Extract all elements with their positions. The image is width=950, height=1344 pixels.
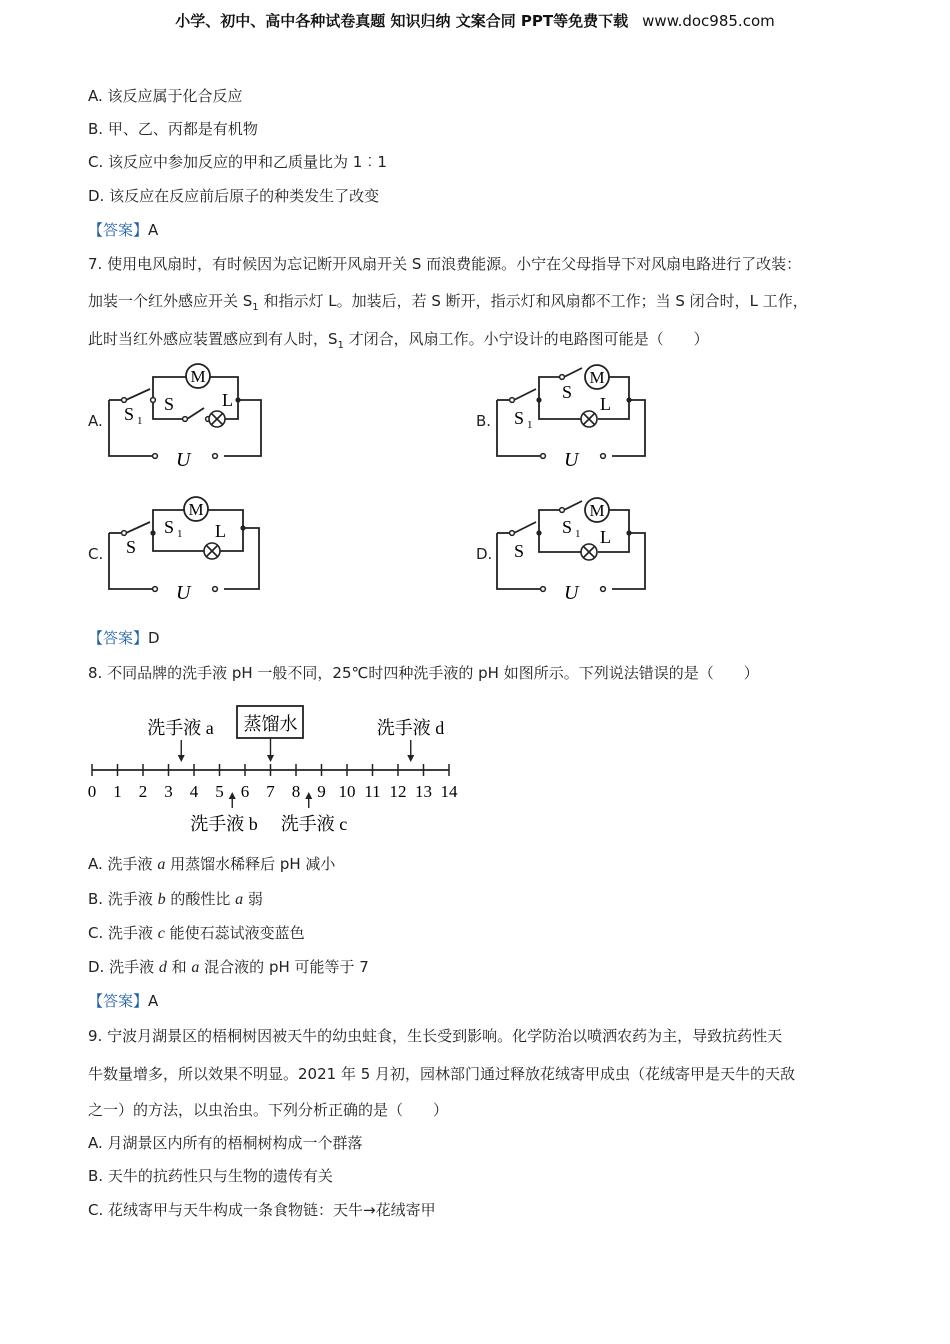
ph-tick-label: 3 bbox=[164, 782, 173, 801]
q7a-s1-sub: 1 bbox=[137, 415, 143, 427]
q7a-motor-label: M bbox=[190, 367, 206, 386]
ph-label-b: 洗手液 b bbox=[190, 814, 258, 834]
q6-answer-value: A bbox=[148, 221, 159, 239]
q7a-s1-label: S bbox=[124, 404, 135, 424]
q9-stem-line3: 之一）的方法，以虫治虫。下列分析正确的是（ ） bbox=[88, 1101, 449, 1119]
q7-stem-line2 bbox=[88, 291, 808, 318]
ph-tick-label: 5 bbox=[215, 782, 224, 801]
q8a-pre: A. 洗手液 bbox=[88, 855, 158, 873]
q7b-lamp-label: L bbox=[600, 394, 611, 414]
q7-stem-line3 bbox=[88, 329, 709, 356]
ph-tick-label: 1 bbox=[113, 782, 122, 801]
q8c-var: c bbox=[157, 925, 165, 942]
ph-label-d: 洗手液 d bbox=[376, 718, 445, 738]
q7-circuit-b bbox=[492, 360, 658, 472]
q8-answer bbox=[88, 991, 158, 1011]
q7-line3-part1: 此时当红外感应装置感应到有人时，S bbox=[88, 330, 338, 348]
ph-arrow-a-head bbox=[178, 755, 185, 762]
ph-tick-label: 9 bbox=[317, 782, 326, 801]
q8-answer-value: A bbox=[148, 992, 159, 1010]
q9-option-a: A. 月湖景区内所有的梧桐树构成一个群落 bbox=[88, 1134, 363, 1152]
q8-stem: 8. 不同品牌的洗手液 pH 一般不同，25℃时四种洗手液的 pH 如图所示。下列说法错误的是（ ） bbox=[88, 664, 759, 682]
q7-option-a-label: A. bbox=[88, 412, 103, 430]
q7-answer-value: D bbox=[148, 629, 160, 647]
q7-line2-part2: 和指示灯 L。加装后，若 S 断开，指示灯和风扇都不工作；当 S 闭合时，L 工作， bbox=[258, 292, 808, 310]
q8b-post: 弱 bbox=[243, 890, 263, 908]
q7-answer-label: 【答案】 bbox=[88, 629, 149, 647]
q9-stem-line2: 牛数量增多，所以效果不明显。2021 年 5 月初，园林部门通过释放花绒寄甲成虫（花绒寄甲是天牛的天敌 bbox=[88, 1065, 796, 1083]
q8a-var: a bbox=[157, 856, 166, 873]
q7d-voltage-label: U bbox=[564, 582, 579, 604]
q8d-post: 混合液的 pH 可能等于 7 bbox=[199, 958, 369, 976]
q6-answer bbox=[88, 220, 158, 240]
q7-circuit-d bbox=[492, 493, 658, 605]
q9-option-c: C. 花绒寄甲与天牛构成一条食物链：天牛→花绒寄甲 bbox=[88, 1201, 436, 1219]
q7-circuit-c bbox=[104, 493, 270, 605]
q7b-s1-sub: 1 bbox=[527, 419, 533, 431]
ph-tick-label: 2 bbox=[138, 782, 148, 801]
q7-stem-line1: 7. 使用电风扇时，有时候因为忘记断开风扇开关 S 而浪费能源。小宁在父母指导下对风扇电路进行了改装： bbox=[88, 255, 802, 273]
ph-arrow-b-head bbox=[229, 792, 236, 799]
q7c-s1-sub: 1 bbox=[177, 528, 183, 540]
q7c-s1-label: S bbox=[164, 517, 175, 537]
q7b-switch-label: S bbox=[562, 382, 573, 402]
header-site-link[interactable]: www.doc985.com bbox=[642, 12, 775, 30]
q7c-voltage-label: U bbox=[176, 582, 191, 604]
q8d-var2: a bbox=[191, 959, 200, 976]
q9-option-b: B. 天牛的抗药性只与生物的遗传有关 bbox=[88, 1167, 333, 1185]
q6-option-d: D. 该反应在反应前后原子的种类发生了改变 bbox=[88, 187, 380, 205]
ph-tick-label: 8 bbox=[291, 782, 301, 801]
q8-option-c bbox=[88, 923, 305, 944]
page-header bbox=[0, 10, 950, 31]
q7a-lamp-label: L bbox=[222, 390, 233, 410]
q8d-mid: 和 bbox=[166, 958, 192, 976]
ph-tick-label: 13 bbox=[415, 782, 432, 801]
q8c-post: 能使石蕊试液变蓝色 bbox=[164, 924, 305, 942]
ph-tick-label: 12 bbox=[389, 782, 407, 801]
q8b-var: b bbox=[157, 891, 166, 908]
ph-arrow-d-head bbox=[407, 755, 414, 762]
q7b-voltage-label: U bbox=[564, 449, 579, 471]
q7-option-d-label: D. bbox=[476, 545, 493, 563]
q7a-voltage-label: U bbox=[176, 449, 191, 471]
q7b-motor-label: M bbox=[589, 368, 605, 387]
q6-option-a: A. 该反应属于化合反应 bbox=[88, 87, 243, 105]
ph-tick-label: 10 bbox=[338, 782, 356, 801]
q7-option-b-label: B. bbox=[476, 412, 492, 430]
q8-option-a bbox=[88, 854, 335, 875]
q7b-s1-label: S bbox=[514, 408, 525, 428]
q7d-switch-label: S bbox=[514, 541, 525, 561]
q8b-pre: B. 洗手液 bbox=[88, 890, 158, 908]
ph-arrow-c-head bbox=[305, 792, 312, 799]
q8b-mid: 的酸性比 bbox=[165, 890, 236, 908]
ph-arrow-water-head bbox=[267, 755, 274, 762]
q7-answer bbox=[88, 628, 160, 648]
q7d-s1-label: S bbox=[562, 517, 573, 537]
q6-option-b: B. 甲、乙、丙都是有机物 bbox=[88, 120, 258, 138]
ph-tick-label: 6 bbox=[240, 782, 250, 801]
q8d-pre: D. 洗手液 bbox=[88, 958, 159, 976]
ph-tick-label: 0 bbox=[87, 782, 97, 801]
q7d-lamp-label: L bbox=[600, 527, 611, 547]
q8-option-d bbox=[88, 957, 369, 978]
q7-line3-part2: 才闭合，风扇工作。小宁设计的电路图可能是（ ） bbox=[343, 330, 709, 348]
q7-line3-sub: 1 bbox=[337, 340, 344, 351]
q8b-var2: a bbox=[235, 891, 244, 908]
ph-tick-label: 14 bbox=[440, 782, 458, 801]
q7-option-c-label: C. bbox=[88, 545, 104, 563]
q7-circuit-a bbox=[104, 360, 270, 472]
q7c-switch-label: S bbox=[126, 537, 137, 557]
q7d-motor-label: M bbox=[589, 501, 605, 520]
q6-answer-label: 【答案】 bbox=[88, 221, 149, 239]
ph-label-water: 蒸馏水 bbox=[243, 714, 298, 734]
q7c-motor-label: M bbox=[188, 500, 204, 519]
ph-label-a: 洗手液 a bbox=[147, 718, 214, 738]
ph-label-c: 洗手液 c bbox=[280, 814, 348, 834]
q8d-var: d bbox=[158, 959, 167, 976]
q7a-switch-label: S bbox=[164, 394, 175, 414]
q8c-pre: C. 洗手液 bbox=[88, 924, 158, 942]
q8-option-b bbox=[88, 889, 263, 910]
q8a-post: 用蒸馏水稀释后 pH 减小 bbox=[165, 855, 336, 873]
q7-line2-sub: 1 bbox=[252, 302, 259, 313]
q8-ph-scale bbox=[80, 700, 470, 840]
q9-stem-line1: 9. 宁波月湖景区的梧桐树因被天牛的幼虫蛀食，生长受到影响。化学防治以喷洒农药为主，导致抗药性天 bbox=[88, 1027, 783, 1045]
q6-option-c: C. 该反应中参加反应的甲和乙质量比为 1︰1 bbox=[88, 153, 387, 171]
q7c-lamp-label: L bbox=[215, 521, 226, 541]
ph-tick-label: 11 bbox=[364, 782, 381, 801]
q7d-s1-sub: 1 bbox=[575, 528, 581, 540]
ph-tick-label: 7 bbox=[266, 782, 275, 801]
header-title: 小学、初中、高中各种试卷真题 知识归纳 文案合同 PPT等免费下载 bbox=[175, 12, 629, 30]
q8-answer-label: 【答案】 bbox=[88, 992, 149, 1010]
ph-tick-label: 4 bbox=[189, 782, 199, 801]
q7-line2-part1: 加装一个红外感应开关 S bbox=[88, 292, 253, 310]
